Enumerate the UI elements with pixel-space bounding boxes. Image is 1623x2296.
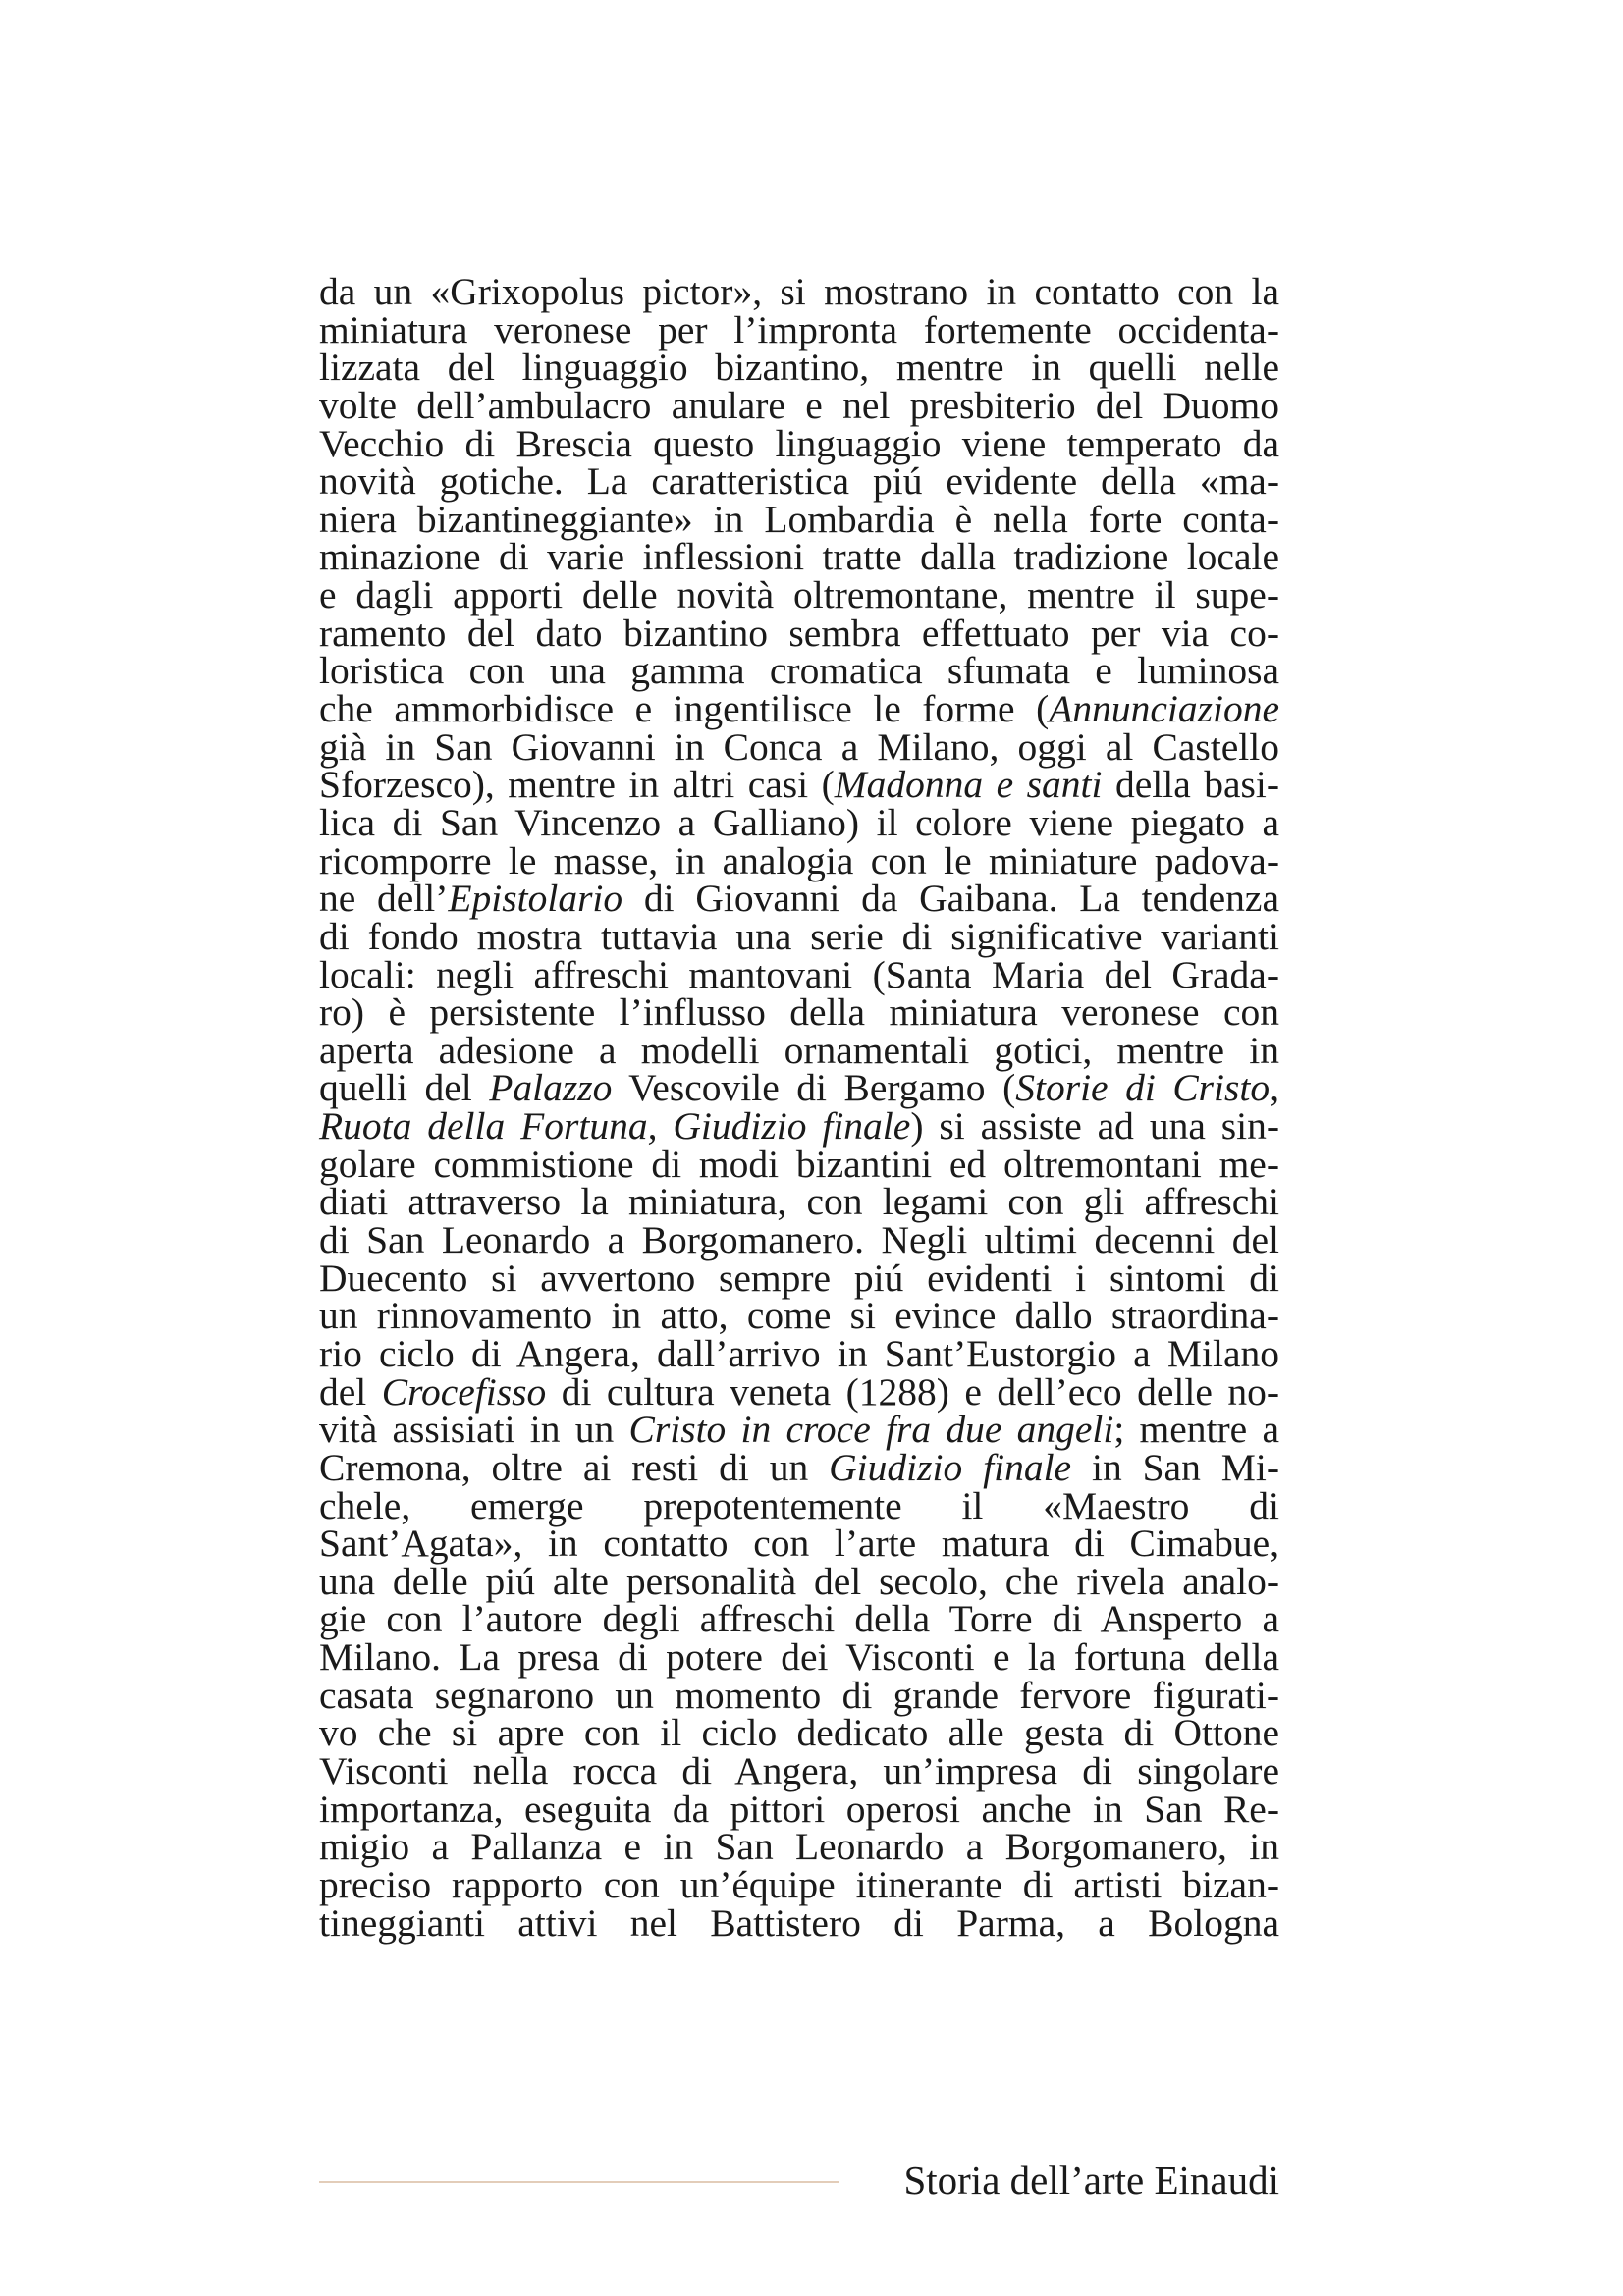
- text-line: [319, 952, 1279, 996]
- text-line: [319, 1787, 1279, 1831]
- text-run: Sant’Agata», in contatto con l’arte matura di Cimabue,: [319, 1522, 1279, 1566]
- italic-title: Madonna e santi: [834, 763, 1103, 807]
- text-run: aperta adesione a modelli ornamentali gotici, mentre in: [319, 1028, 1279, 1072]
- text-run: lica di San Vincenzo a Galliano) il colore viene piegato a: [319, 800, 1279, 844]
- text-line: [319, 573, 1279, 617]
- text-run: di cultura veneta (1288) e dell’eco delle no-: [546, 1369, 1279, 1414]
- text-line: [319, 611, 1279, 655]
- text-line: [319, 1028, 1279, 1072]
- text-run: diati attraverso la miniatura, con legami con gli affreschi: [319, 1180, 1279, 1224]
- text-run: Vecchio di Brescia questo linguaggio viene temperato da: [319, 421, 1279, 465]
- text-run: Cremona, oltre ai resti di un: [319, 1445, 830, 1489]
- text-line: [319, 497, 1279, 541]
- italic-title: Ruota della Fortuna, Giudizio finale: [319, 1104, 911, 1148]
- text-run: locali: negli affreschi mantovani (Santa Maria del Grada-: [319, 952, 1279, 996]
- footer-rule: [319, 2181, 839, 2183]
- text-line: [319, 1862, 1279, 1906]
- text-run: del: [319, 1369, 382, 1414]
- text-line: [319, 649, 1279, 693]
- text-line: [319, 914, 1279, 958]
- text-run: gie con l’autore degli affreschi della Torre di Ansperto a: [319, 1597, 1279, 1641]
- text-line: [319, 1597, 1279, 1641]
- text-line: [319, 535, 1279, 579]
- text-run: ramento del dato bizantino sembra effettuato per via co-: [319, 611, 1279, 655]
- text-line: [319, 838, 1279, 882]
- text-run: minazione di varie inflessioni tratte dalla tradizione locale: [319, 535, 1279, 579]
- text-run: miniatura veronese per l’impronta fortemente occidenta-: [319, 307, 1279, 351]
- text-line: [319, 1066, 1279, 1110]
- text-line: [319, 1483, 1279, 1527]
- text-line: [319, 1218, 1279, 1262]
- text-line: [319, 1711, 1279, 1755]
- text-run: quelli del: [319, 1066, 490, 1110]
- text-line: [319, 1748, 1279, 1792]
- text-run: Milano. La presa di potere dei Visconti e la fortuna della: [319, 1635, 1279, 1680]
- text-line: [319, 1369, 1279, 1414]
- text-line: [319, 270, 1279, 313]
- italic-title: Storie di Cristo,: [1015, 1066, 1279, 1110]
- text-line: [319, 1408, 1279, 1452]
- text-run: Visconti nella rocca di Angera, un’impresa di singolare: [319, 1748, 1279, 1792]
- text-line: [319, 383, 1279, 427]
- text-run: che ammorbidisce e ingentilisce le forme (: [319, 687, 1050, 731]
- text-line: [319, 877, 1279, 921]
- text-line: [319, 1104, 1279, 1148]
- text-line: [319, 763, 1279, 807]
- text-run: e dagli apporti delle novità oltremontane, mentre il supe-: [319, 573, 1279, 617]
- text-run: Vescovile di Bergamo (: [612, 1066, 1016, 1110]
- text-run: casata segnarono un momento di grande fervore figurati-: [319, 1673, 1279, 1717]
- text-run: della basi-: [1102, 763, 1279, 807]
- italic-title: Annunciazione: [1049, 687, 1279, 731]
- text-line: [319, 1825, 1279, 1869]
- text-line: [319, 1142, 1279, 1186]
- text-line: [319, 1522, 1279, 1566]
- text-run: Sforzesco), mentre in altri casi (: [319, 763, 835, 807]
- text-line: [319, 307, 1279, 351]
- text-run: di San Leonardo a Borgomanero. Negli ultimi decenni del: [319, 1218, 1279, 1262]
- text-run: chele, emerge prepotentemente il «Maestro di: [319, 1483, 1279, 1527]
- text-line: [319, 1635, 1279, 1680]
- text-line: [319, 459, 1279, 504]
- text-run: vo che si apre con il ciclo dedicato alle gesta di Ottone: [319, 1711, 1279, 1755]
- text-run: migio a Pallanza e in San Leonardo a Borgomanero, in: [319, 1825, 1279, 1869]
- text-run: di fondo mostra tuttavia una serie di significative varianti: [319, 914, 1279, 958]
- text-line: [319, 1255, 1279, 1300]
- text-run: ricomporre le masse, in analogia con le miniature padova-: [319, 838, 1279, 882]
- text-run: ; mentre a: [1113, 1408, 1279, 1452]
- text-line: [319, 990, 1279, 1035]
- body-text: [319, 270, 1279, 1945]
- text-run: volte dell’ambulacro anulare e nel presbiterio del Duomo: [319, 383, 1279, 427]
- text-run: ) si assiste ad una sin-: [910, 1104, 1279, 1148]
- text-run: rio ciclo di Angera, dall’arrivo in Sant’Eustorgio a Milano: [319, 1331, 1279, 1375]
- italic-title: Palazzo: [489, 1066, 613, 1110]
- text-run: importanza, eseguita da pittori operosi anche in San Re-: [319, 1787, 1279, 1831]
- text-run: vità assisiati in un: [319, 1408, 629, 1452]
- text-line: [319, 1900, 1279, 1945]
- text-run: ro) è persistente l’influsso della miniatura veronese con: [319, 990, 1279, 1035]
- text-line: [319, 1673, 1279, 1717]
- text-line: [319, 1180, 1279, 1224]
- text-run: preciso rapporto con un’équipe itinerante di artisti bizan-: [319, 1862, 1279, 1906]
- text-run: Duecento si avvertono sempre piú evidenti i sintomi di: [319, 1255, 1279, 1300]
- text-run: di Giovanni da Gaibana. La tendenza: [622, 877, 1279, 921]
- text-line: [319, 1331, 1279, 1375]
- text-run: in San Mi-: [1071, 1445, 1279, 1489]
- text-run: niera bizantineggiante» in Lombardia è nella forte conta-: [319, 497, 1279, 541]
- italic-title: Cristo in croce fra due angeli: [628, 1408, 1114, 1452]
- text-line: [319, 421, 1279, 465]
- text-run: golare commistione di modi bizantini ed oltremontani me-: [319, 1142, 1279, 1186]
- text-line: [319, 1559, 1279, 1603]
- footer-title: Storia dell’arte Einaudi: [903, 2158, 1279, 2203]
- text-line: [319, 724, 1279, 769]
- text-run: già in San Giovanni in Conca a Milano, oggi al Castello: [319, 724, 1279, 769]
- text-run: un rinnovamento in atto, come si evince dallo straordina-: [319, 1294, 1279, 1338]
- text-run: tineggianti attivi nel Battistero di Parma, a Bologna: [319, 1900, 1279, 1945]
- text-run: lizzata del linguaggio bizantino, mentre in quelli nelle: [319, 346, 1279, 390]
- text-line: [319, 1294, 1279, 1338]
- text-run: da un «Grixopolus pictor», si mostrano in contatto con la: [319, 270, 1279, 313]
- text-line: [319, 346, 1279, 390]
- text-line: [319, 1445, 1279, 1489]
- italic-title: Giudizio finale: [829, 1445, 1072, 1489]
- italic-title: Crocefisso: [381, 1369, 547, 1414]
- italic-title: Epistolario: [448, 877, 623, 921]
- text-run: una delle piú alte personalità del secolo, che rivela analo-: [319, 1559, 1279, 1603]
- text-run: loristica con una gamma cromatica sfumata e luminosa: [319, 649, 1279, 693]
- text-line: [319, 800, 1279, 844]
- text-run: ne dell’: [319, 877, 449, 921]
- text-run: novità gotiche. La caratteristica piú evidente della «ma-: [319, 459, 1279, 504]
- text-line: [319, 687, 1279, 731]
